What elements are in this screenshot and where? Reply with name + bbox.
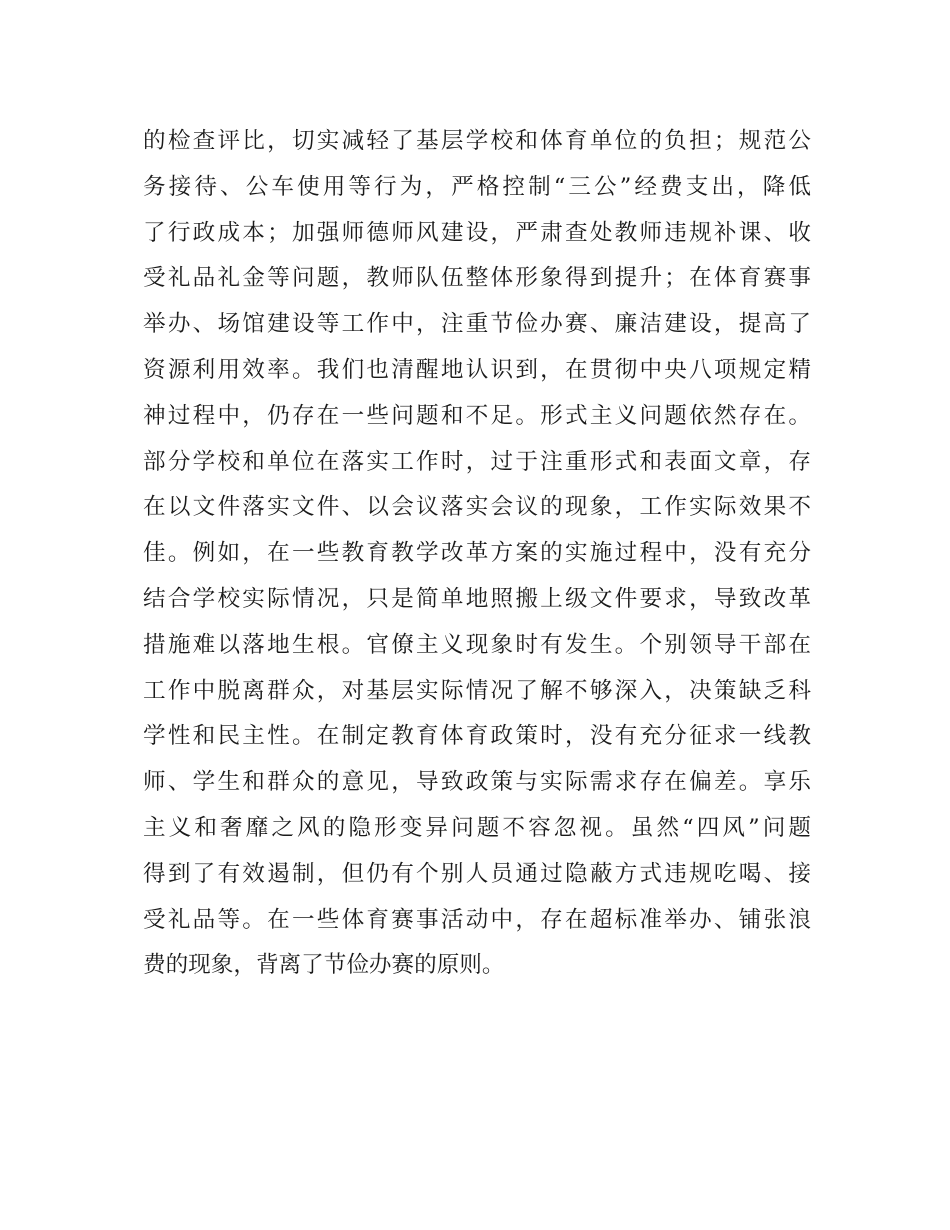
text-line-6: 资源利用效率。我们也清醒地认识到，在贯彻中央八项规定精 (143, 356, 811, 383)
text-line-18: 受礼品等。在一些体育赛事活动中，存在超标准举办、铺张浪 (143, 906, 811, 933)
text-line-5: 举办、场馆建设等工作中，注重节俭办赛、廉洁建设，提高了 (143, 311, 811, 338)
text-line-9: 在以文件落实文件、以会议落实会议的现象，工作实际效果不 (143, 494, 811, 521)
body-paragraph (143, 119, 811, 989)
text-line-7: 神过程中，仍存在一些问题和不足。形式主义问题依然存在。 (143, 402, 811, 429)
text-line-13: 工作中脱离群众，对基层实际情况了解不够深入，决策缺乏科 (143, 677, 811, 704)
text-line-10: 佳。例如，在一些教育教学改革方案的实施过程中，没有充分 (143, 540, 811, 567)
text-line-2: 务接待、公车使用等行为，严格控制“三公”经费支出，降低 (143, 173, 811, 200)
text-line-14: 学性和民主性。在制定教育体育政策时，没有充分征求一线教 (143, 723, 811, 750)
text-line-16: 主义和奢靡之风的隐形变异问题不容忽视。虽然“四风”问题 (143, 814, 811, 841)
text-line-15: 师、学生和群众的意见，导致政策与实际需求存在偏差。享乐 (143, 769, 811, 796)
text-line-19: 费的现象，背离了节俭办赛的原则。 (143, 952, 505, 979)
text-line-11: 结合学校实际情况，只是简单地照搬上级文件要求，导致改革 (143, 585, 811, 612)
text-line-17: 得到了有效遏制，但仍有个别人员通过隐蔽方式违规吃喝、接 (143, 860, 811, 887)
text-line-1: 的检查评比，切实减轻了基层学校和体育单位的负担；规范公 (143, 128, 811, 154)
text-line-8: 部分学校和单位在落实工作时，过于注重形式和表面文章，存 (143, 448, 811, 475)
text-line-12: 措施难以落地生根。官僚主义现象时有发生。个别领导干部在 (143, 631, 811, 658)
text-line-3: 了行政成本；加强师德师风建设，严肃查处教师违规补课、收 (143, 219, 811, 246)
text-line-4: 受礼品礼金等问题，教师队伍整体形象得到提升；在体育赛事 (143, 265, 811, 292)
